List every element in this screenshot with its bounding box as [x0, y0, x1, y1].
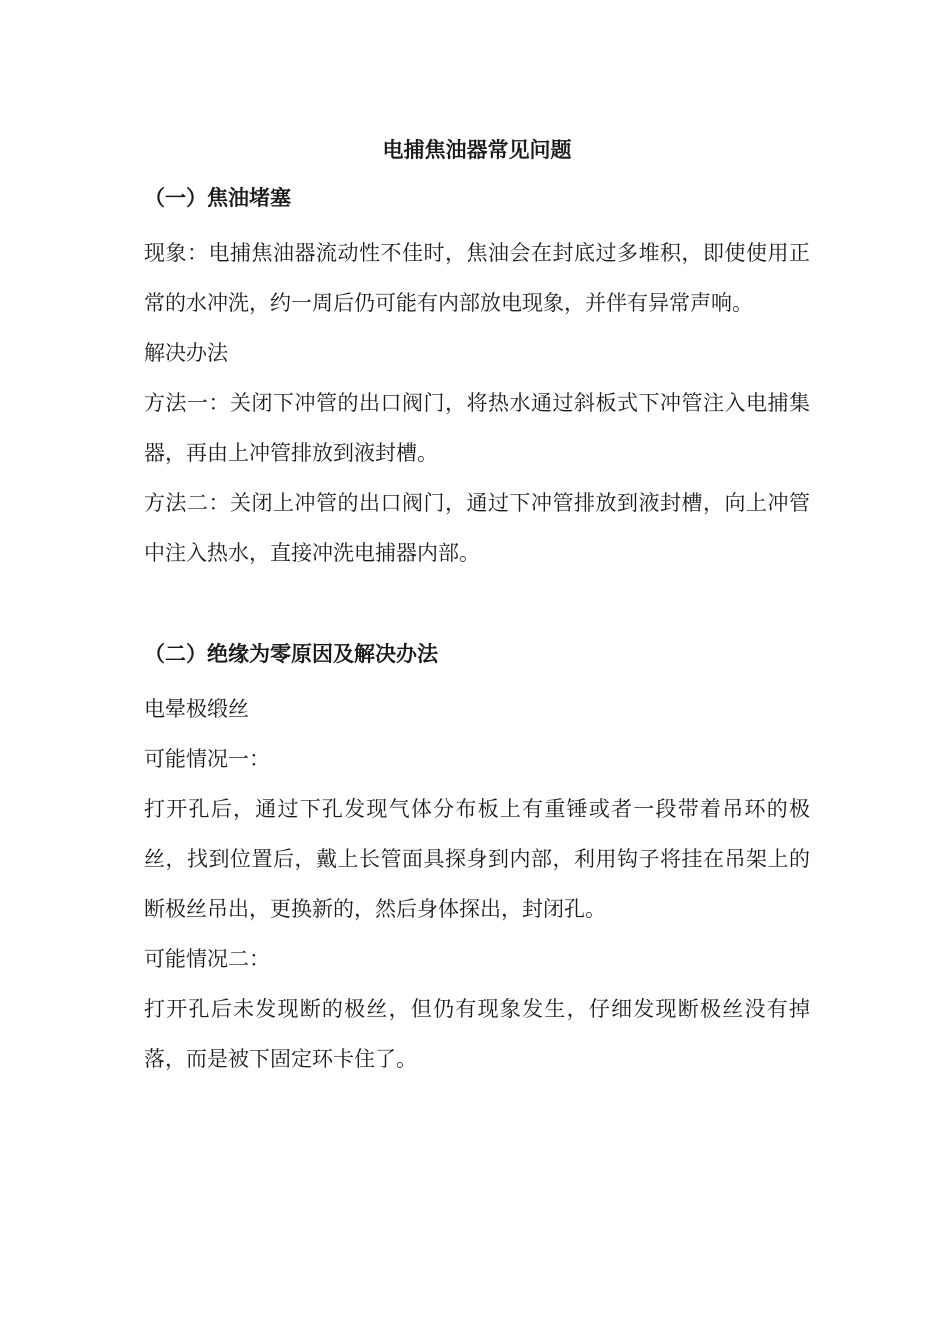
case-two-label: 可能情况二：: [144, 947, 270, 971]
case-one-label: 可能情况一：: [144, 747, 270, 771]
method-one-paragraph: 方法一：关闭下冲管的出口阀门，将热水通过斜板式下冲管注入电捕集器，再由上冲管排放到液封槽。: [144, 391, 810, 465]
case-one-paragraph: 打开孔后，通过下孔发现气体分布板上有重锤或者一段带着吊环的极丝，找到位置后，戴上长管面具探身到内部，利用钩子将挂在吊架上的断极丝吊出，更换新的，然后身体探出，封闭孔。: [144, 797, 810, 921]
document-title: 电捕焦油器常见问题: [382, 138, 572, 162]
section-heading-insulation-zero: （二）绝缘为零原因及解决办法: [144, 642, 438, 666]
case-two-paragraph: 打开孔后未发现断的极丝，但仍有现象发生，仔细发现断极丝没有掉落，而是被下固定环卡住了。: [144, 997, 810, 1071]
method-two-paragraph: 方法二：关闭上冲管的出口阀门，通过下冲管排放到液封槽，向上冲管中注入热水，直接冲洗电捕器内部。: [144, 491, 810, 565]
section-heading-tar-blockage: （一）焦油堵塞: [144, 186, 291, 210]
solution-label: 解决办法: [144, 341, 228, 365]
document-body: [144, 130, 810, 1084]
section-spacer: [144, 578, 810, 626]
phenomenon-paragraph: 现象：电捕焦油器流动性不佳时，焦油会在封底过多堆积，即使使用正常的水冲洗，约一周后仍可能有内部放电现象，并伴有异常声响。: [144, 241, 810, 315]
corona-wire-subheading: 电晕极缎丝: [144, 697, 249, 721]
